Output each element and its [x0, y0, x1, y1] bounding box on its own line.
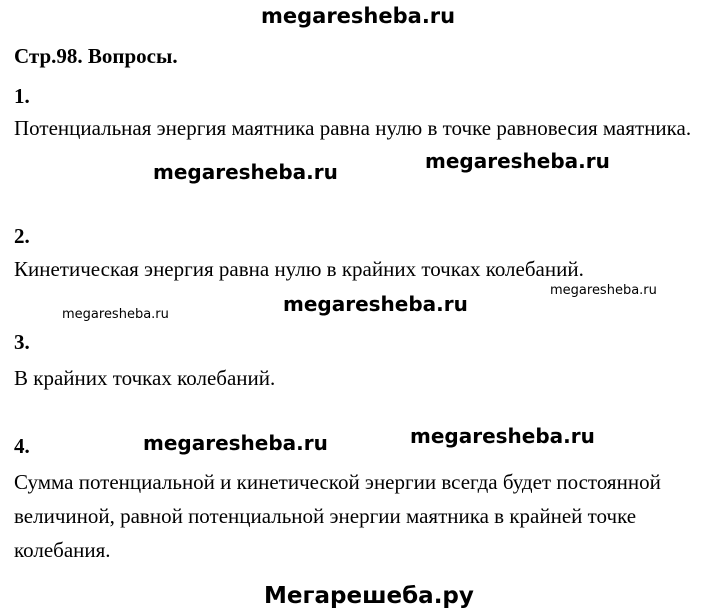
watermark: megaresheba.ru: [143, 431, 328, 455]
watermark: megaresheba.ru: [62, 307, 169, 322]
question-1-number: 1.: [14, 84, 30, 108]
question-3-number: 3.: [14, 330, 30, 354]
footer-watermark: Мегарешеба.ру: [264, 583, 474, 609]
watermark: megaresheba.ru: [425, 149, 610, 173]
question-4-answer: Сумма потенциальной и кинетической энергии всегда будет постоянной величиной, равной потенциальной энергии маятника в крайней точке колебания.: [14, 470, 661, 562]
watermark: megaresheba.ru: [550, 283, 657, 298]
question-2-answer: Кинетическая энергия равна нулю в крайних точках колебаний.: [14, 257, 584, 281]
watermark: megaresheba.ru: [283, 292, 468, 316]
watermark: megaresheba.ru: [410, 424, 595, 448]
watermark: megaresheba.ru: [153, 160, 338, 184]
question-2-number: 2.: [14, 224, 30, 248]
header-watermark: megaresheba.ru: [261, 4, 456, 28]
question-3-answer: В крайних точках колебаний.: [14, 366, 276, 390]
question-4-number: 4.: [14, 434, 30, 458]
question-1-answer: Потенциальная энергия маятника равна нулю в точке равновесия маятника.: [14, 116, 692, 140]
page-title: Стр.98. Вопросы.: [14, 44, 178, 68]
